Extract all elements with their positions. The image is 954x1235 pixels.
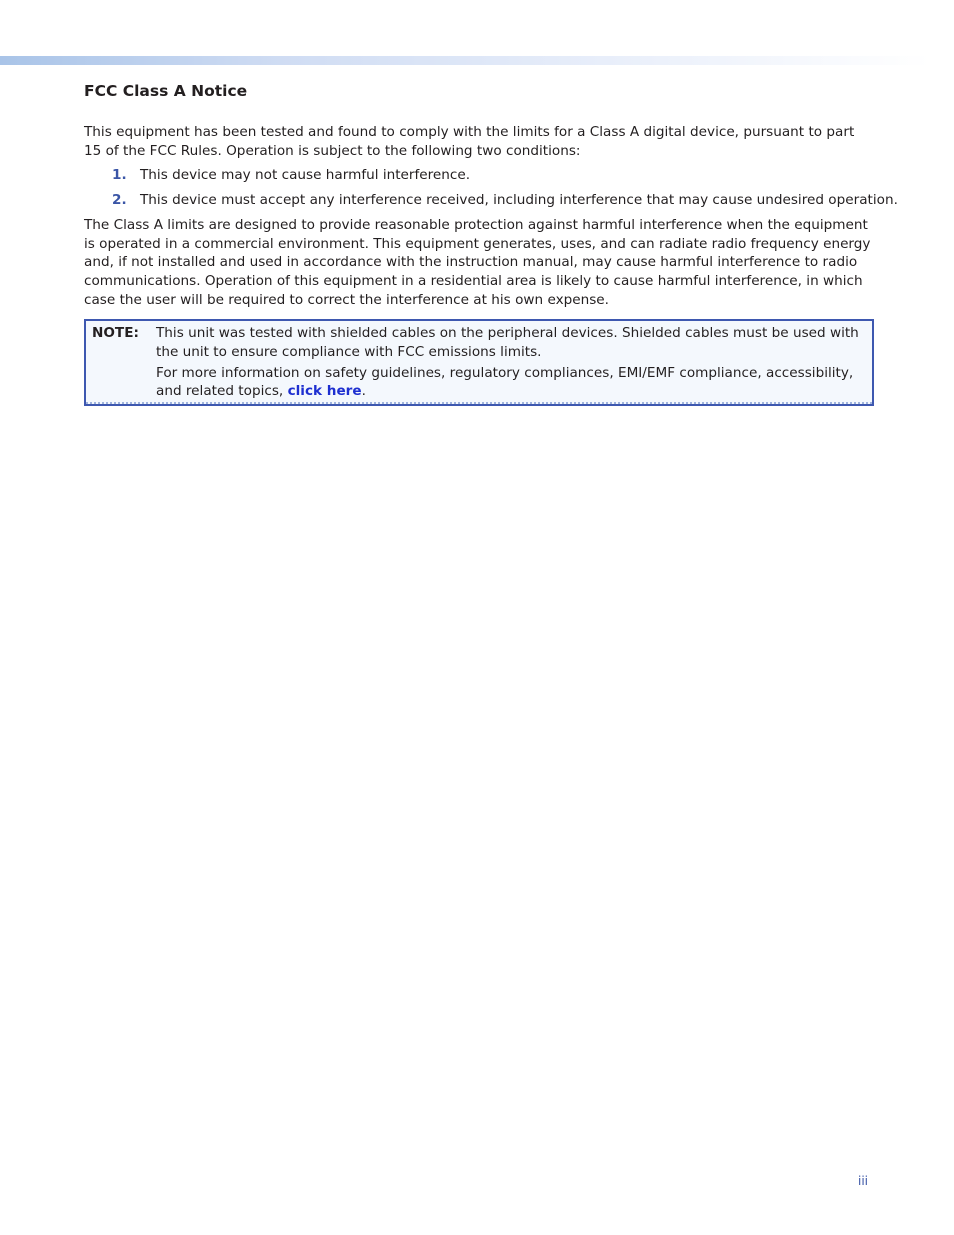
page-content bbox=[84, 80, 898, 406]
limits-paragraph: The Class A limits are designed to provide reasonable protection against harmful interference when the equipment is operated in a commercial environment. This equipment generates, uses, and can radiate radio frequency energy and, if not installed and used in accordance with the instruction manual, may cause harmful interference to radio communications. Operation of this equipment in a residential area is likely to cause harmful interference, in which case the user will be required to correct the interference at his own expense. bbox=[84, 216, 871, 308]
note-text: This unit was tested with shielded cables on the peripheral devices. Shielded cables must be used with the unit to ensure compliance with FCC emissions limits. bbox=[156, 325, 859, 361]
list-number: 2. bbox=[112, 192, 127, 209]
note-body bbox=[156, 324, 864, 401]
note-more-info-text: For more information on safety guidelines, regulatory compliances, EMI/EMF compliance, accessibility, and related topics, bbox=[156, 364, 854, 400]
note-box bbox=[84, 319, 874, 406]
header-gradient-bar bbox=[0, 56, 930, 65]
section-heading: FCC Class A Notice bbox=[84, 82, 248, 100]
note-label: NOTE: bbox=[92, 325, 139, 342]
list-item-text: This device may not cause harmful interference. bbox=[140, 167, 471, 184]
note-more-info-suffix: . bbox=[361, 383, 366, 400]
click-here-link[interactable]: click here bbox=[287, 383, 362, 400]
conditions-list bbox=[84, 166, 898, 209]
page-number: iii bbox=[858, 1174, 869, 1188]
list-number: 1. bbox=[112, 167, 127, 184]
intro-paragraph: This equipment has been tested and found to comply with the limits for a Class A digital device, pursuant to part 15 of the FCC Rules. Operation is subject to the following two conditions: bbox=[84, 124, 855, 159]
list-item-text: This device must accept any interference received, including interference that may cause undesired operation. bbox=[140, 192, 898, 209]
list-item bbox=[84, 191, 898, 210]
list-item bbox=[84, 166, 874, 185]
note-more-info bbox=[156, 364, 864, 401]
